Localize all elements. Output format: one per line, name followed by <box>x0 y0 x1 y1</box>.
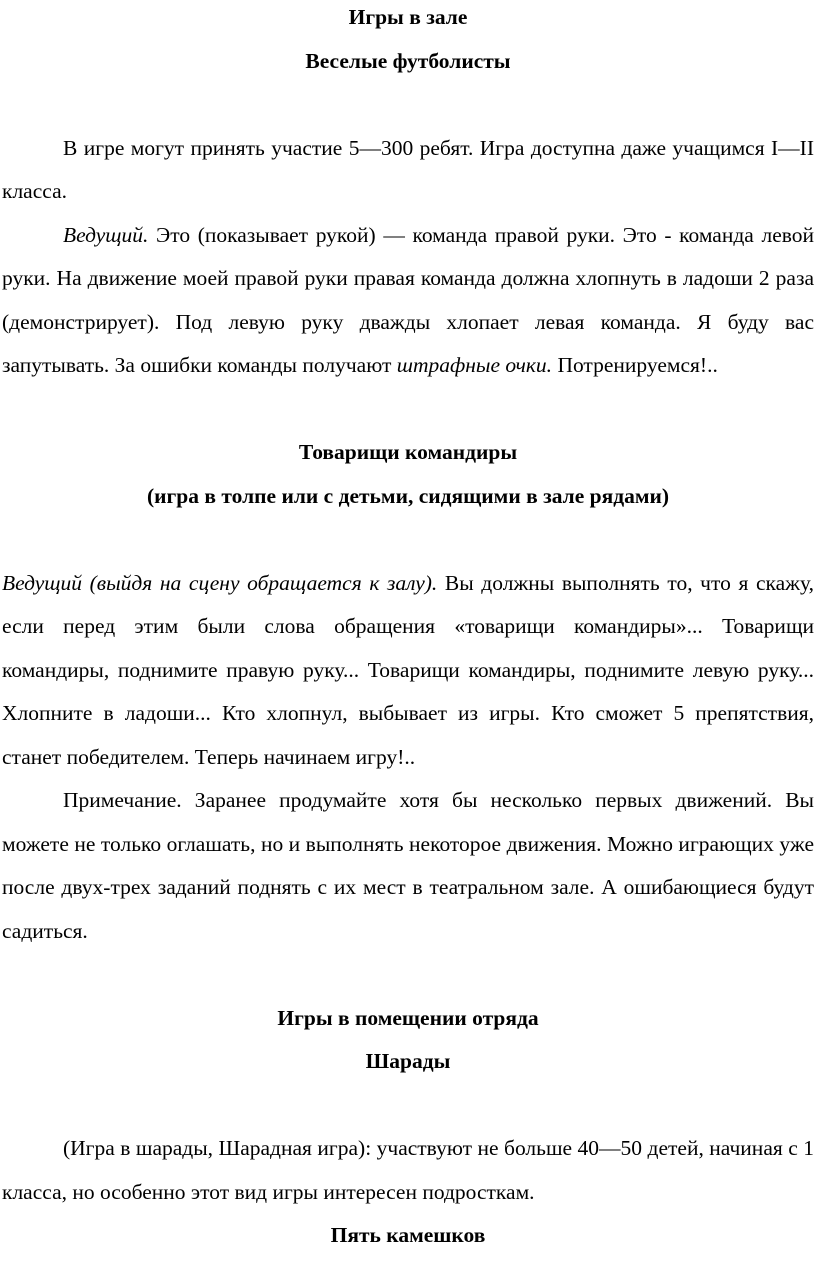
spacer <box>2 953 814 997</box>
game-title-comrade-commanders: Товарищи командиры <box>298 440 518 464</box>
paragraph-charades: (Игра в шарады, Шарадная игра): участвуют не больше 40—50 детей, начиная с 1 класса, но особенно этот вид игры интересен подросткам. <box>2 1136 814 1204</box>
paragraph-text: Вы должны выполнять то, что я скажу, если перед этим были слова обращения «товарищи командиры»... Товарищи командиры, поднимите правую руку... Товарищи командиры, поднимите левую руку... Хлопните в ладоши... Кто хлопнул, выбывает из игры. Кто сможет 5 препятствия, станет победителем. Теперь начинаем игру!.. <box>2 570 814 769</box>
game-title-five-stones: Пять камешков <box>330 1223 486 1247</box>
spacer <box>2 1084 814 1128</box>
penalty-points-text: штрафные очки. <box>396 353 553 377</box>
paragraph-host-instructions-2 <box>2 562 814 780</box>
document-page <box>2 0 814 1258</box>
section-title-games-in-hall: Игры в зале <box>348 5 468 29</box>
paragraph-host-instructions-1 <box>2 214 814 388</box>
spacer <box>2 83 814 127</box>
paragraph-tail: Потренируемся!.. <box>552 353 718 377</box>
spacer <box>2 388 814 432</box>
game-title-charades: Шарады <box>365 1049 451 1073</box>
host-stage-label: Ведущий (выйдя на сцену обращается к залу). <box>2 570 438 595</box>
paragraph-note: Примечание. Заранее продумайте хотя бы несколько первых движений. Вы можете не только оглашать, но и выполнять некоторое движения. Можно играющих уже после двух-трех заданий поднять с их мест в театральном зале. А ошибающиеся будут садиться. <box>2 788 814 943</box>
spacer <box>2 518 814 562</box>
game-subtitle-crowd: (игра в толпе или с детьми, сидящими в зале рядами) <box>146 483 670 508</box>
game-title-merry-footballers: Веселые футболисты <box>305 48 511 73</box>
section-title-games-indoor: Игры в помещении отряда <box>277 1005 539 1030</box>
paragraph-text: Это (показывает рукой) — команда правой руки. Это - команда левой руки. На движение моей правой руки правая команда должна хлопнуть в ладоши 2 раза (демонстрирует). Под левую руку дважды хлопает левая команда. Я буду вас запутывать. За ошибки команды получают <box>2 222 814 377</box>
paragraph-participants: В игре могут принять участие 5—300 ребят. Игра доступна даже учащимся I—II класса. <box>2 135 814 203</box>
host-label: Ведущий. <box>63 222 149 247</box>
